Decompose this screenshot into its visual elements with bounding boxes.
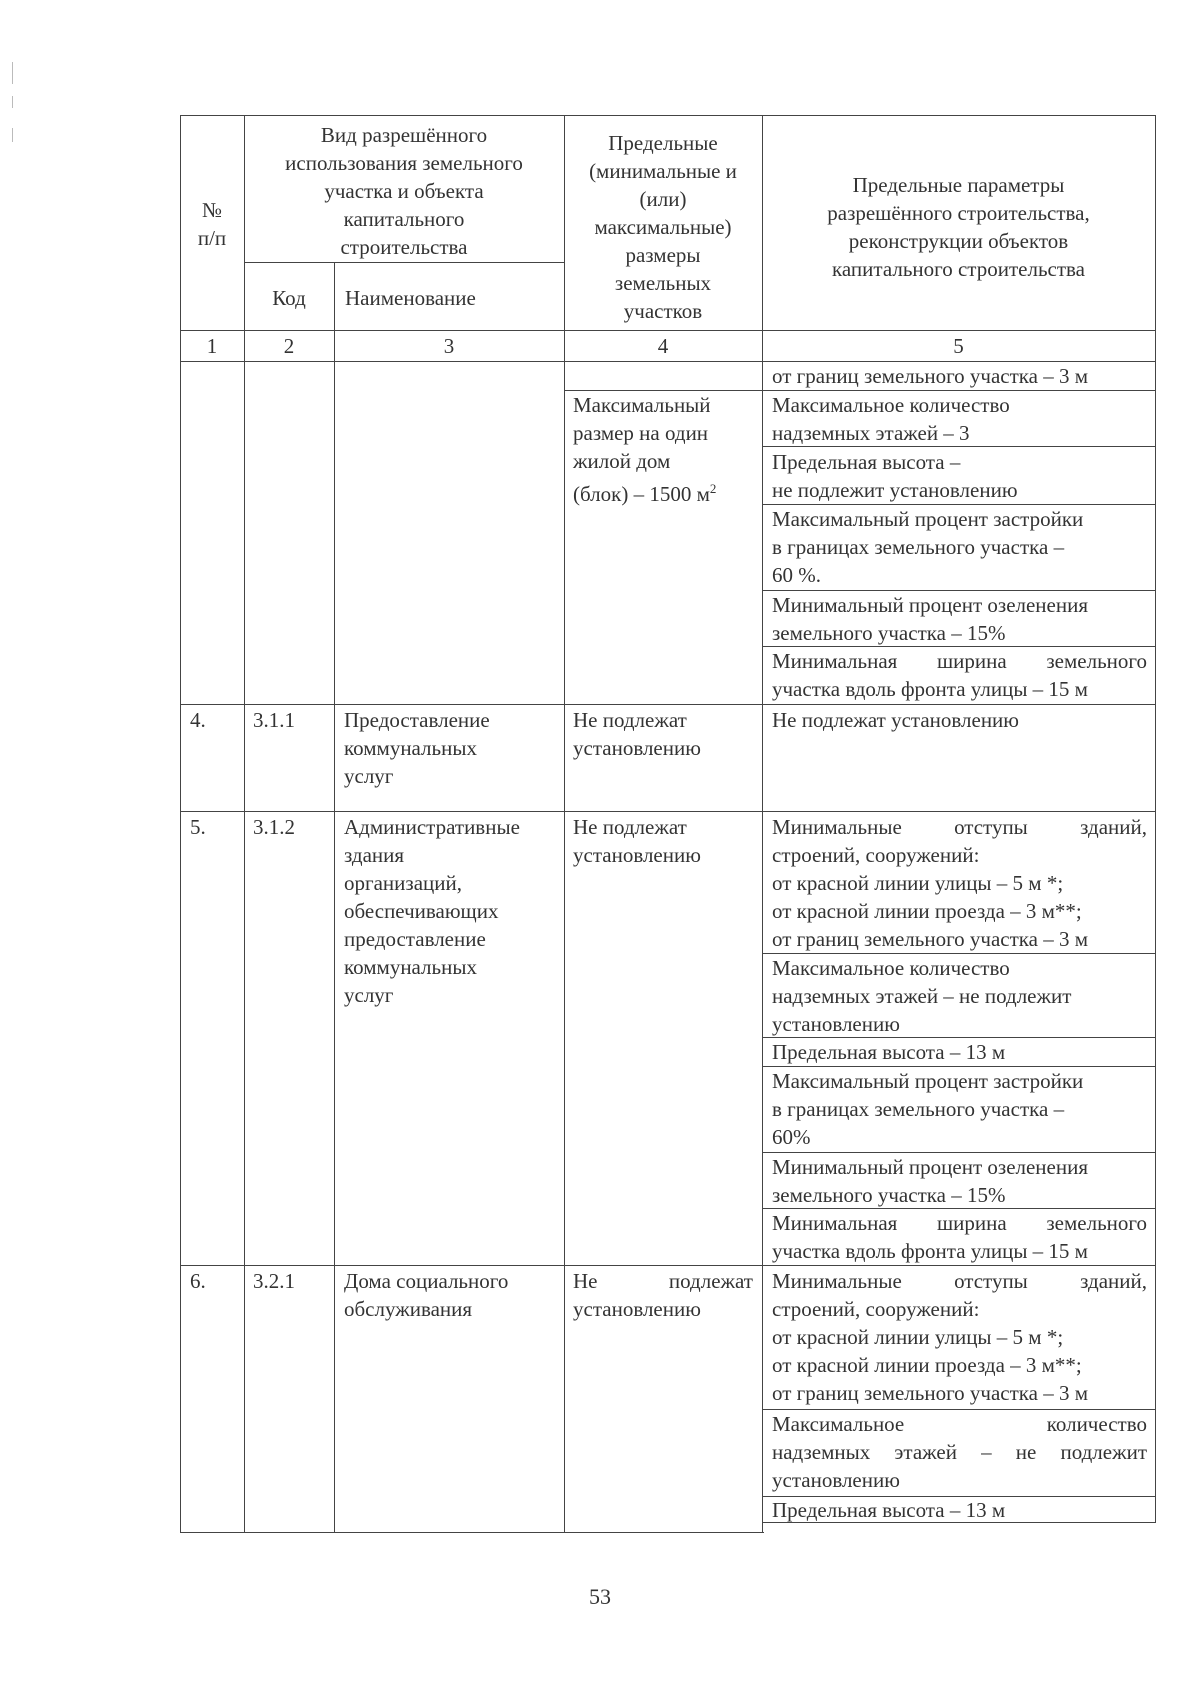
row5-param-height: Предельная высота – 13 м <box>772 1040 1006 1064</box>
row5-param-width: Минимальная ширина земельного участка вдоль фронта улицы – 15 м <box>772 1211 1147 1263</box>
row6-param-setbacks: Минимальные отступы зданий, строений, сооружений: от красной линии улицы – 5 м *; от красной линии проезда – 3 м**; от границ земельного участка – 3 м <box>772 1269 1147 1405</box>
row6-code: 3.2.1 <box>253 1269 295 1293</box>
row6-param-floors: Максимальное количество надземных этажей – не подлежит установлению <box>772 1412 1147 1492</box>
header-sizes: Предельные (минимальные и (или) максимальные) размеры земельных участков <box>589 131 737 323</box>
row6-num: 6. <box>190 1269 206 1293</box>
row5-param-floors: Максимальное количество надземных этажей – не подлежит установлению <box>772 956 1072 1036</box>
cont-param-floors: Максимальное количество надземных этажей – 3 <box>772 393 1010 445</box>
header-params: Предельные параметры разрешённого строительства, реконструкции объектов капитального строительства <box>827 173 1090 281</box>
row6-name: Дома социального обслуживания <box>344 1269 509 1321</box>
row5-param-setbacks: Минимальные отступы зданий, строений, сооружений: от красной линии улицы – 5 м *; от красной линии проезда – 3 м**; от границ земельного участка – 3 м <box>772 815 1147 951</box>
document-page: № п/п Вид разрешённого использования земельного участка и объекта капитального строительства Код Наименование Предельные (минимальные и (или) максимальные) размеры земельных участков Предельные параметры разрешённого строительства, реконструкции объектов капитального строительства 1 2 3 4 5 от границ земельного участка – 3 м Максимальный размер на один жилой дом (блок) – 1500 $м^2$ Максимальное количество надземных этажей – 3 Предельная высота – не подлежит установлению Максимальный процент застройки в границах земельного участка – 60 %. Минимальный процент озеленения земельного участка – 15% Минимальная ширина земельного участка вдоль фронта улицы – 15 м 4. 3.1.1 Предоставление коммунальных услуг Не подлежат установлению Не подлежат установлению 5. 3.1.2 Административные здания организаций, обеспечивающих предоставление коммунальных услуг Не подлежат установлению Минимальные отступы зданий, строений, сооружений: от красной линии улицы – 5 м *; от красной линии проезда – 3 м**; от границ земельного участка – 3 м Максимальное количество надземных этажей – не подлежит установлению Предельная высота – 13 м Максимальный процент застройки в границах земельного участка – 60% Минимальный процент озеленения земельного участка – 15% Минимальная ширина земельного участка вдоль фронта улицы – 15 м 6. 3.2.1 Дома социального обслуживания Не подлежат установлению Минимальные отступы зданий, строений, сооружений: от красной линии улицы – 5 м *; от красной линии проезда – 3 м**; от границ земельного участка – 3 м Максимальное количество надземных этажей – не подлежит установлению Предельная высота – 13 м 53 <box>0 0 1200 1697</box>
row5-num: 5. <box>190 815 206 839</box>
cont-param-width: Минимальная ширина земельного участка вдоль фронта улицы – 15 м <box>772 649 1147 701</box>
scan-mark <box>12 128 13 142</box>
row4-num: 4. <box>190 708 206 732</box>
cont-param-setback: от границ земельного участка – 3 м <box>772 364 1089 388</box>
scan-mark <box>12 62 13 84</box>
header-code: Код <box>272 286 306 310</box>
cont-param-height: Предельная высота – не подлежит установлению <box>772 450 1018 502</box>
row4-sizes: Не подлежат установлению <box>573 708 701 760</box>
cont-sizes: Максимальный размер на один жилой дом (блок) – 1500 $м^2$ <box>573 393 717 506</box>
row6-sizes: Не подлежат установлению <box>573 1269 753 1321</box>
row5-param-green: Минимальный процент озеленения земельного участка – 15% <box>772 1155 1089 1207</box>
page-number: 53 <box>589 1584 611 1609</box>
cont-param-green: Минимальный процент озеленения земельного участка – 15% <box>772 593 1089 645</box>
cont-param-coverage: Максимальный процент застройки в границах земельного участка – 60 %. <box>772 507 1084 587</box>
row6-param-height: Предельная высота – 13 м <box>772 1498 1006 1522</box>
row4-params: Не подлежат установлению <box>772 708 1019 732</box>
row5-sizes: Не подлежат установлению <box>573 815 701 867</box>
row4-name: Предоставление коммунальных услуг <box>344 708 490 788</box>
row5-name: Административные здания организаций, обеспечивающих предоставление коммунальных услуг <box>344 815 520 1007</box>
header-num: № п/п <box>197 198 227 250</box>
header-vid: Вид разрешённого использования земельного участка и объекта капитального строительства <box>285 123 523 259</box>
header-name: Наименование <box>345 286 476 310</box>
scan-mark <box>12 96 13 108</box>
row5-param-coverage: Максимальный процент застройки в границах земельного участка – 60% <box>772 1069 1084 1149</box>
row4-code: 3.1.1 <box>253 708 295 732</box>
row5-code: 3.1.2 <box>253 815 295 839</box>
